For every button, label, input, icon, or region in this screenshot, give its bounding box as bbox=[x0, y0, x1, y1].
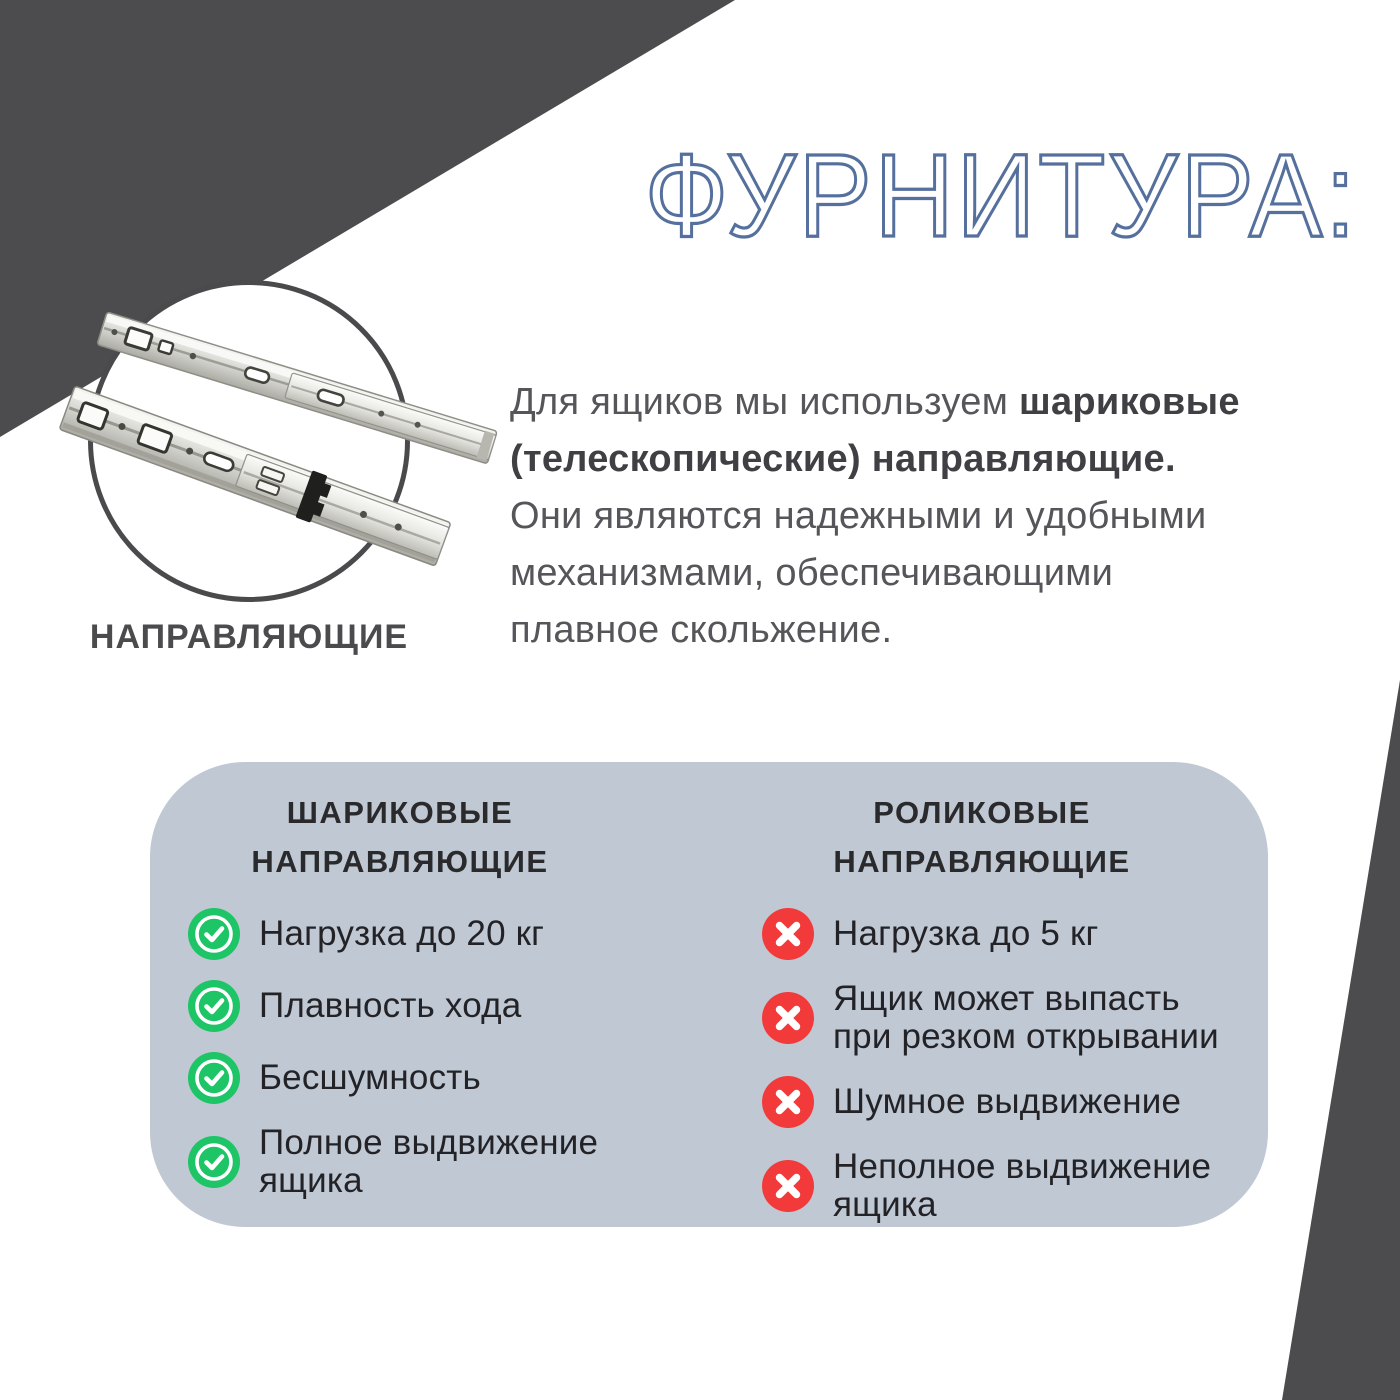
ball-slides-column bbox=[188, 788, 728, 1220]
corner-shape-bottom-right bbox=[1282, 680, 1400, 1400]
comparison-item: Шумное выдвижение bbox=[762, 1076, 1242, 1128]
intro-line: Для ящиков мы используем шариковые bbox=[510, 381, 1240, 423]
comparison-item: Нагрузка до 5 кг bbox=[762, 908, 1242, 960]
comparison-item: Полное выдвижение ящика bbox=[188, 1124, 728, 1200]
column-header: ШАРИКОВЫЕ НАПРАВЛЯЮЩИЕ bbox=[251, 795, 549, 879]
drawer-slides-photo bbox=[55, 268, 505, 618]
cross-icon bbox=[762, 992, 814, 1044]
photo-caption: НАПРАВЛЯЮЩИЕ bbox=[89, 618, 409, 656]
comparison-item: Бесшумность bbox=[188, 1052, 728, 1104]
cross-icon bbox=[762, 1160, 814, 1212]
comparison-panel bbox=[150, 762, 1268, 1227]
comparison-item: Плавность хода bbox=[188, 980, 728, 1032]
cross-icon bbox=[762, 1076, 814, 1128]
check-icon bbox=[188, 1136, 240, 1188]
comparison-item: Нагрузка до 20 кг bbox=[188, 908, 728, 960]
intro-line: механизмами, обеспечивающими bbox=[510, 552, 1114, 594]
intro-line: (телескопические) направляющие. bbox=[510, 438, 1176, 480]
comparison-item: Неполное выдвижение ящика bbox=[762, 1148, 1242, 1224]
intro-line: Они являются надежными и удобными bbox=[510, 495, 1207, 537]
cross-icon bbox=[762, 908, 814, 960]
check-icon bbox=[188, 1052, 240, 1104]
check-icon bbox=[188, 908, 240, 960]
intro-line: плавное скольжение. bbox=[510, 609, 893, 651]
check-icon bbox=[188, 980, 240, 1032]
intro-paragraph bbox=[510, 374, 1320, 659]
roller-slides-column bbox=[762, 788, 1242, 1244]
page-title: ФУРНИТУРА: bbox=[644, 130, 1358, 262]
comparison-item: Ящик может выпасть при резком открывании bbox=[762, 980, 1242, 1056]
column-header: РОЛИКОВЫЕ НАПРАВЛЯЮЩИЕ bbox=[833, 795, 1131, 879]
